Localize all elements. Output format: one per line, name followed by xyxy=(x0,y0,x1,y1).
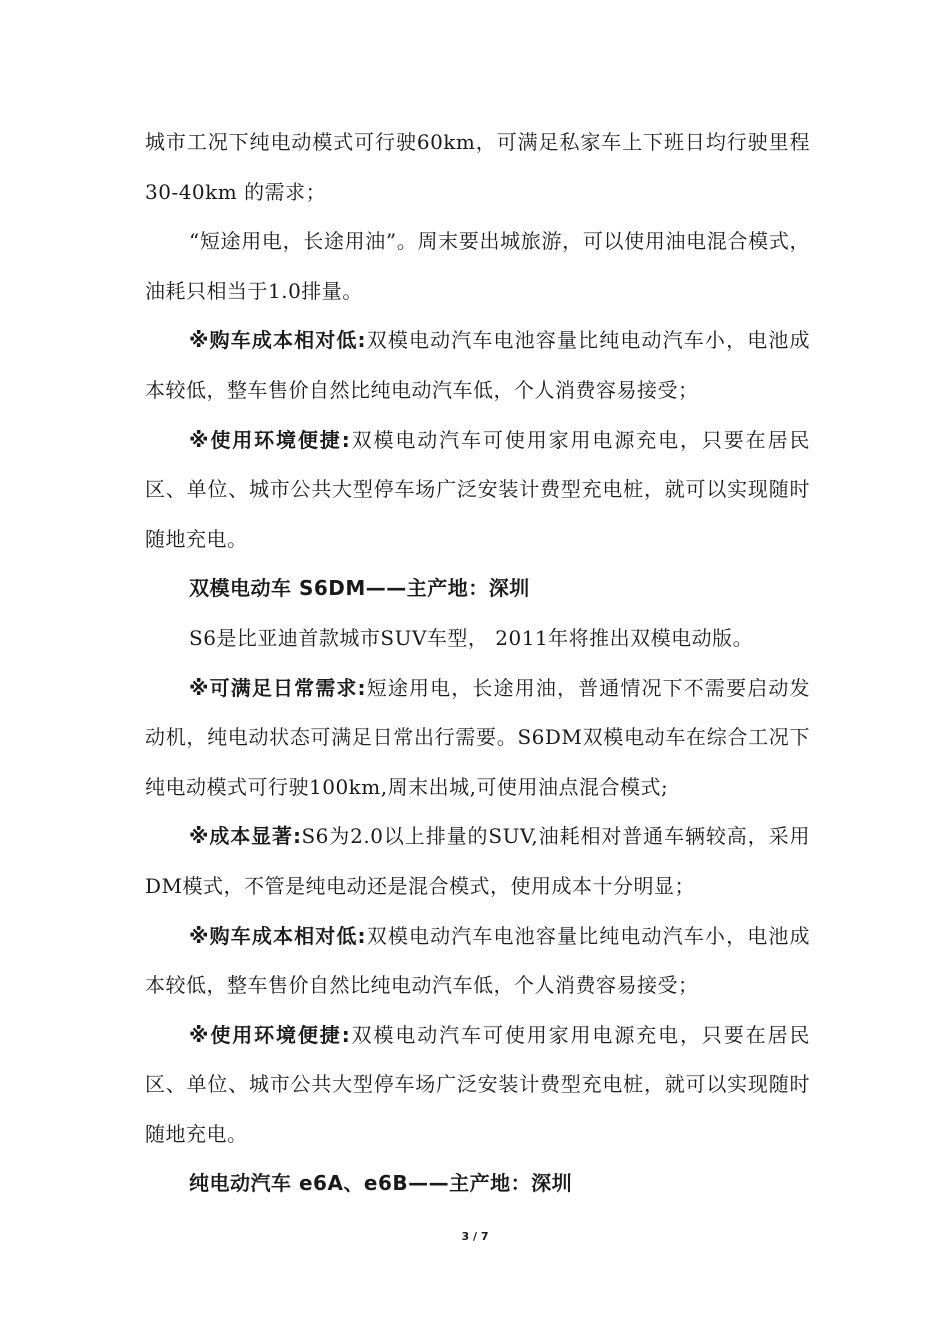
feature-label: ※购车成本相对低: xyxy=(189,328,367,353)
paragraph-text: 双模电动汽车可使用家用电源充电，只要在居民区、单位、城市公共大型停车场广泛安装计费型充电桩，就可以实现随时随地充电。 xyxy=(145,427,810,551)
document-body xyxy=(145,118,810,1209)
feature-paragraph xyxy=(145,416,810,565)
feature-paragraph xyxy=(145,664,810,813)
feature-paragraph xyxy=(145,316,810,415)
feature-paragraph xyxy=(145,912,810,1011)
feature-label: ※使用环境便捷: xyxy=(189,1022,351,1047)
paragraph-text: 双模电动汽车可使用家用电源充电，只要在居民区、单位、城市公共大型停车场广泛安装计费型充电桩，就可以实现随时随地充电。 xyxy=(145,1022,810,1146)
section-heading: 纯电动汽车 e6A、e6B——主产地：深圳 xyxy=(189,1171,573,1196)
continuation-paragraph xyxy=(145,118,810,217)
page-number: 3 / 7 xyxy=(461,1230,489,1243)
paragraph-text: 城市工况下纯电动模式可行驶60km，可满足私家车上下班日均行驶里程 30-40km 的需求； xyxy=(145,130,810,204)
paragraph-text: S6为2.0以上排量的SUV,油耗相对普通车辆较高，采用DM模式，不管是纯电动还是混合模式，使用成本十分明显； xyxy=(145,824,810,898)
body-paragraph xyxy=(145,614,810,664)
feature-label: ※成本显著: xyxy=(189,824,302,849)
feature-paragraph xyxy=(145,812,810,911)
feature-label: ※使用环境便捷: xyxy=(189,427,351,452)
feature-label: ※购车成本相对低: xyxy=(189,923,367,948)
paragraph-text: S6是比亚迪首款城市SUV车型， 2011年将推出双模电动版。 xyxy=(189,625,754,650)
feature-label: ※可满足日常需求: xyxy=(189,675,367,700)
feature-paragraph xyxy=(145,1011,810,1160)
paragraph-text: “短途用电，长途用油”。周末要出城旅游，可以使用油电混合模式，油耗只相当于1.0排量。 xyxy=(145,229,810,303)
paragraph-text: 双模电动汽车电池容量比纯电动汽车小，电池成本较低，整车售价自然比纯电动汽车低，个人消费容易接受； xyxy=(145,328,810,402)
paragraph-text: 双模电动汽车电池容量比纯电动汽车小，电池成本较低，整车售价自然比纯电动汽车低，个人消费容易接受； xyxy=(145,923,810,998)
section-heading: 双模电动车 S6DM——主产地：深圳 xyxy=(189,576,530,601)
body-paragraph xyxy=(145,217,810,316)
paragraph-text: 短途用电，长途用油，普通情况下不需要启动发动机，纯电动状态可满足日常出行需要。S6DM双模电动车在综合工况下纯电动模式可行驶100km,周末出城,可使用油点混合模式; xyxy=(145,675,810,799)
